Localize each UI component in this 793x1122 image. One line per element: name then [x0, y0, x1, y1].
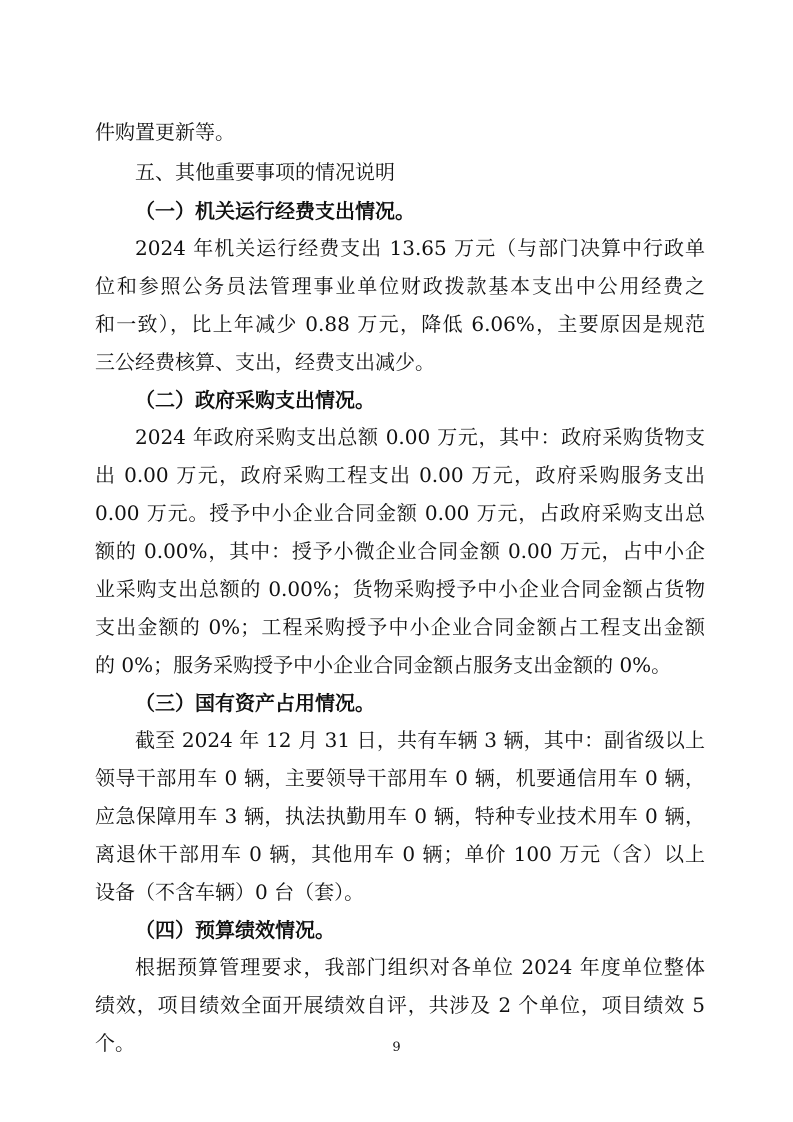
section-heading: 五、其他重要事项的情况说明: [135, 160, 395, 184]
paragraph-line: 0.00 万元。授予中小企业合同金额 0.00 万元，占政府采购支出总: [95, 501, 705, 525]
paragraph-line: 应急保障用车 3 辆，执法执勤用车 0 辆，特种专业技术用车 0 辆，: [95, 804, 705, 828]
page-number: 9: [392, 1040, 401, 1055]
paragraph-line: 离退休干部用车 0 辆，其他用车 0 辆；单价 100 万元（含）以上: [95, 842, 705, 866]
paragraph-line: 额的 0.00%，其中：授予小微企业合同金额 0.00 万元，占中小企: [95, 539, 705, 563]
paragraph-line: 截至 2024 年 12 月 31 日，共有车辆 3 辆，其中：副省级以上: [135, 728, 705, 752]
paragraph-line: 的 0%；服务采购授予中小企业合同金额占服务支出金额的 0%。: [95, 653, 672, 677]
paragraph-line: 出 0.00 万元，政府采购工程支出 0.00 万元，政府采购服务支出: [95, 463, 705, 487]
paragraph-line: 业采购支出总额的 0.00%；货物采购授予中小企业合同金额占货物: [95, 577, 705, 601]
subsection-heading: （三）国有资产占用情况。: [135, 691, 375, 715]
subsection-heading: （一）机关运行经费支出情况。: [135, 199, 415, 223]
paragraph-line: 根据预算管理要求，我部门组织对各单位 2024 年度单位整体: [135, 955, 705, 979]
paragraph-line: 和一致），比上年减少 0.88 万元，降低 6.06%，主要原因是规范: [95, 312, 705, 336]
paragraph-line: 位和参照公务员法管理事业单位财政拨款基本支出中公用经费之: [95, 274, 705, 298]
paragraph-line: 2024 年政府采购支出总额 0.00 万元，其中：政府采购货物支: [135, 425, 705, 449]
subsection-heading: （二）政府采购支出情况。: [135, 388, 375, 412]
paragraph-line: 2024 年机关运行经费支出 13.65 万元（与部门决算中行政单: [135, 236, 705, 260]
paragraph-line: 支出金额的 0%；工程采购授予中小企业合同金额占工程支出金额: [95, 615, 705, 639]
paragraph-line: 领导干部用车 0 辆，主要领导干部用车 0 辆，机要通信用车 0 辆，: [95, 766, 705, 790]
subsection-heading: （四）预算绩效情况。: [135, 918, 335, 942]
paragraph-line: 件购置更新等。: [95, 120, 235, 144]
paragraph-line: 绩效，项目绩效全面开展绩效自评，共涉及 2 个单位，项目绩效 5: [95, 993, 705, 1017]
paragraph-line: 设备（不含车辆）0 台（套）。: [95, 880, 365, 904]
paragraph-line: 个。: [95, 1031, 135, 1055]
paragraph-line: 三公经费核算、支出，经费支出减少。: [95, 350, 435, 374]
